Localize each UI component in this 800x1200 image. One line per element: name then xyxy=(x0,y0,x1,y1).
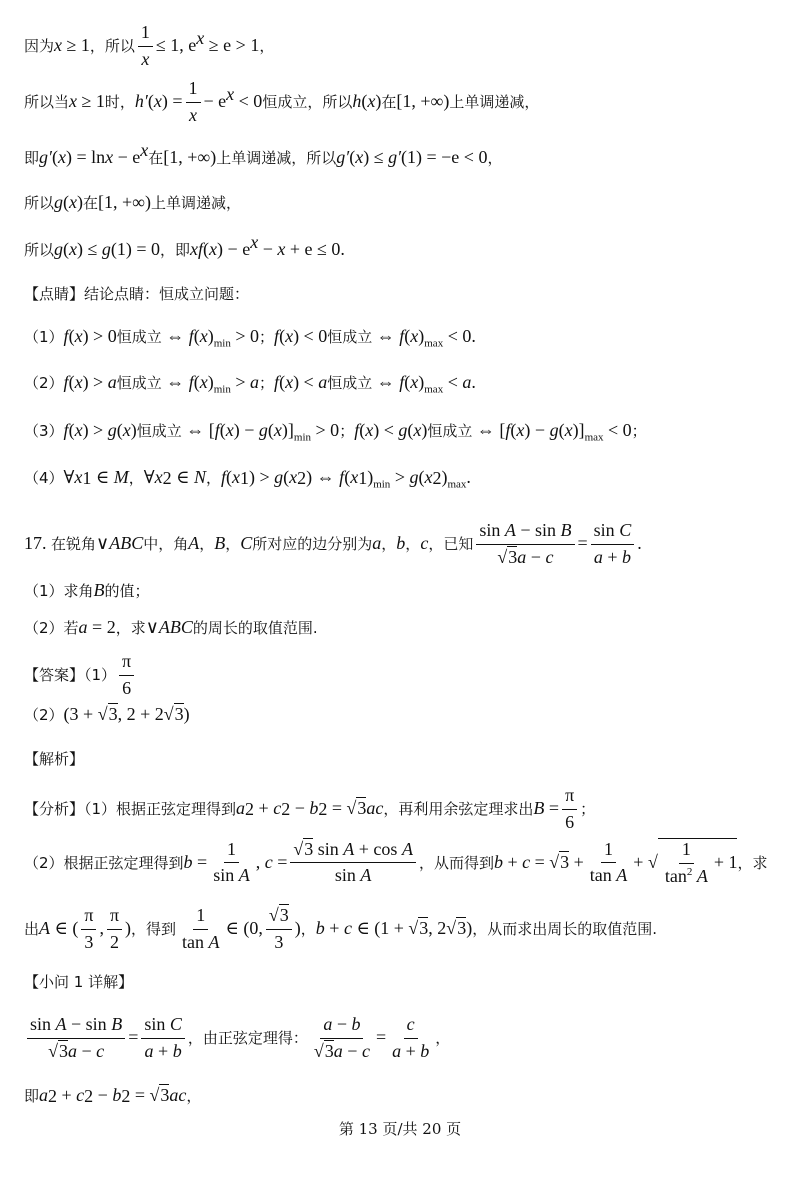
text-line-21: $\frac{\text{sin A − sin B}}{√3a - c}$ = $\frac{\text{sin C}}{a + b}$ ，由正弦定理得： $\frac{a - b}{√3a - c}$ = $\frac{c}{a + b}$ ， xyxy=(24,1014,776,1062)
text-line-15: （2） (3 + √3, 2 + 2√3) xyxy=(24,704,190,724)
text-line-19: 出 A ∈ ( $\frac{\pi}{3}$ , $\frac{\pi}{2}$ ) ，得到 $\frac{1}{\text{tan A}}$ ∈ (0, $\frac{√3}{3}$ ) ， b + c ∈ (1 + √3, 2√3) ，从而求出周长的取值范围. xyxy=(24,905,657,952)
text-line-3: 即 g′ ( x ) = ln x − $e^x$ 在 [1, +∞) 上单调递减，所以 g′ ( x ) ≤ g′ (1) = −e < 0 ， xyxy=(24,140,503,167)
text-line-7: （1） f ( x ) > 0 恒成立 ⇔ f ( x )$_{min} > 0$ ； f ( x ) < 0 恒成立 ⇔ f ( x )$_{max} < 0$. xyxy=(24,326,476,350)
text-line-9: （3） f ( x ) > g ( x ) 恒成立 ⇔ [ f ( x ) − g ( x )]$_{min} > 0$ ； f ( x ) < g ( x ) 恒成立 ⇔ [ f ( x ) − g ( x )]$_{max} < 0$ ； xyxy=(24,420,647,444)
text-line-4: 所以 g ( x ) 在 [1, +∞) 上单调递减， xyxy=(24,192,242,212)
text-line-13: （2）若 a = 2 ，求 ∨ ABC 的周长的取值范围. xyxy=(24,617,318,637)
text-line-6: 【点睛】结论点睛：恒成立问题： xyxy=(24,285,250,303)
text-line-11: 17. 在锐角 ∨ ABC 中，角 A ， B ， C 所对应的边分别为 a ， b ， c ，已知 $\frac{\text{sin A − sin B}}{√3a - c}$ = $\frac{\text{sin C}}{a + b}$ . xyxy=(24,520,642,567)
text-line-17: 【分析】（1）根据正弦定理得到 a 2 + c 2 − b 2 = √3 ac ，再利用余弦定理求出 B = $\frac{\pi}{6}$ ； xyxy=(24,785,596,832)
text-line-18: （2）根据正弦定理得到 b = $\frac{1}{\text{sin A}}$ , c = $\frac{\text{√3 sin A + cos A}}{\text{sin A}}$ ，从而得到 b + c = √3 + $\frac{1}{\text{tan A}}$ + √ $\frac{1}{\tan^2 A}$ + 1 ，求 xyxy=(24,838,768,886)
text-line-14: 【答案】（1） $\frac{\pi}{6}$ xyxy=(24,651,776,699)
text-line-16: 【解析】 xyxy=(24,750,85,768)
text-line-12: （1）求角 B 的值； xyxy=(24,580,150,600)
text-line-8: （2） f ( x ) > a 恒成立 ⇔ f ( x )$_{min}$ > a ； f ( x ) < a 恒成立 ⇔ f ( x )$_{max}$ < a . xyxy=(24,372,476,396)
text-line-5: 所以 g ( x ) ≤ g (1) = 0 ，即 xf ( x ) − $e^x$ − x + e ≤ 0. xyxy=(24,232,345,259)
text-line-2: 所以当 x ≥ 1 时， h′ ( x ) = $\frac{1}{x}$ − $e^x < 0$ 恒成立，所以 h ( x ) 在 [1, +∞) 上单调递减， xyxy=(24,78,540,125)
page-footer: 第 13 页/共 20 页 xyxy=(338,1120,462,1138)
text-line-20: 【小问 1 详解】 xyxy=(24,973,134,991)
text-line-10: （4） ∀ x 1 ∈ M ， ∀ x 2 ∈ N ， f ( x 1 ) > g ( x 2 ) ⇔ f ( x 1 )$_{min}$ > g ( x 2 )$_{max}$. xyxy=(24,467,471,491)
text-line-22: 即 a 2 + c 2 − b 2 = √3 ac ， xyxy=(24,1085,202,1106)
text-line-1: 因为 x ≥ 1 ，所以 $\frac{1}{x}$ ≤ 1, $e^x \ge e > 1$ ， xyxy=(24,22,275,69)
